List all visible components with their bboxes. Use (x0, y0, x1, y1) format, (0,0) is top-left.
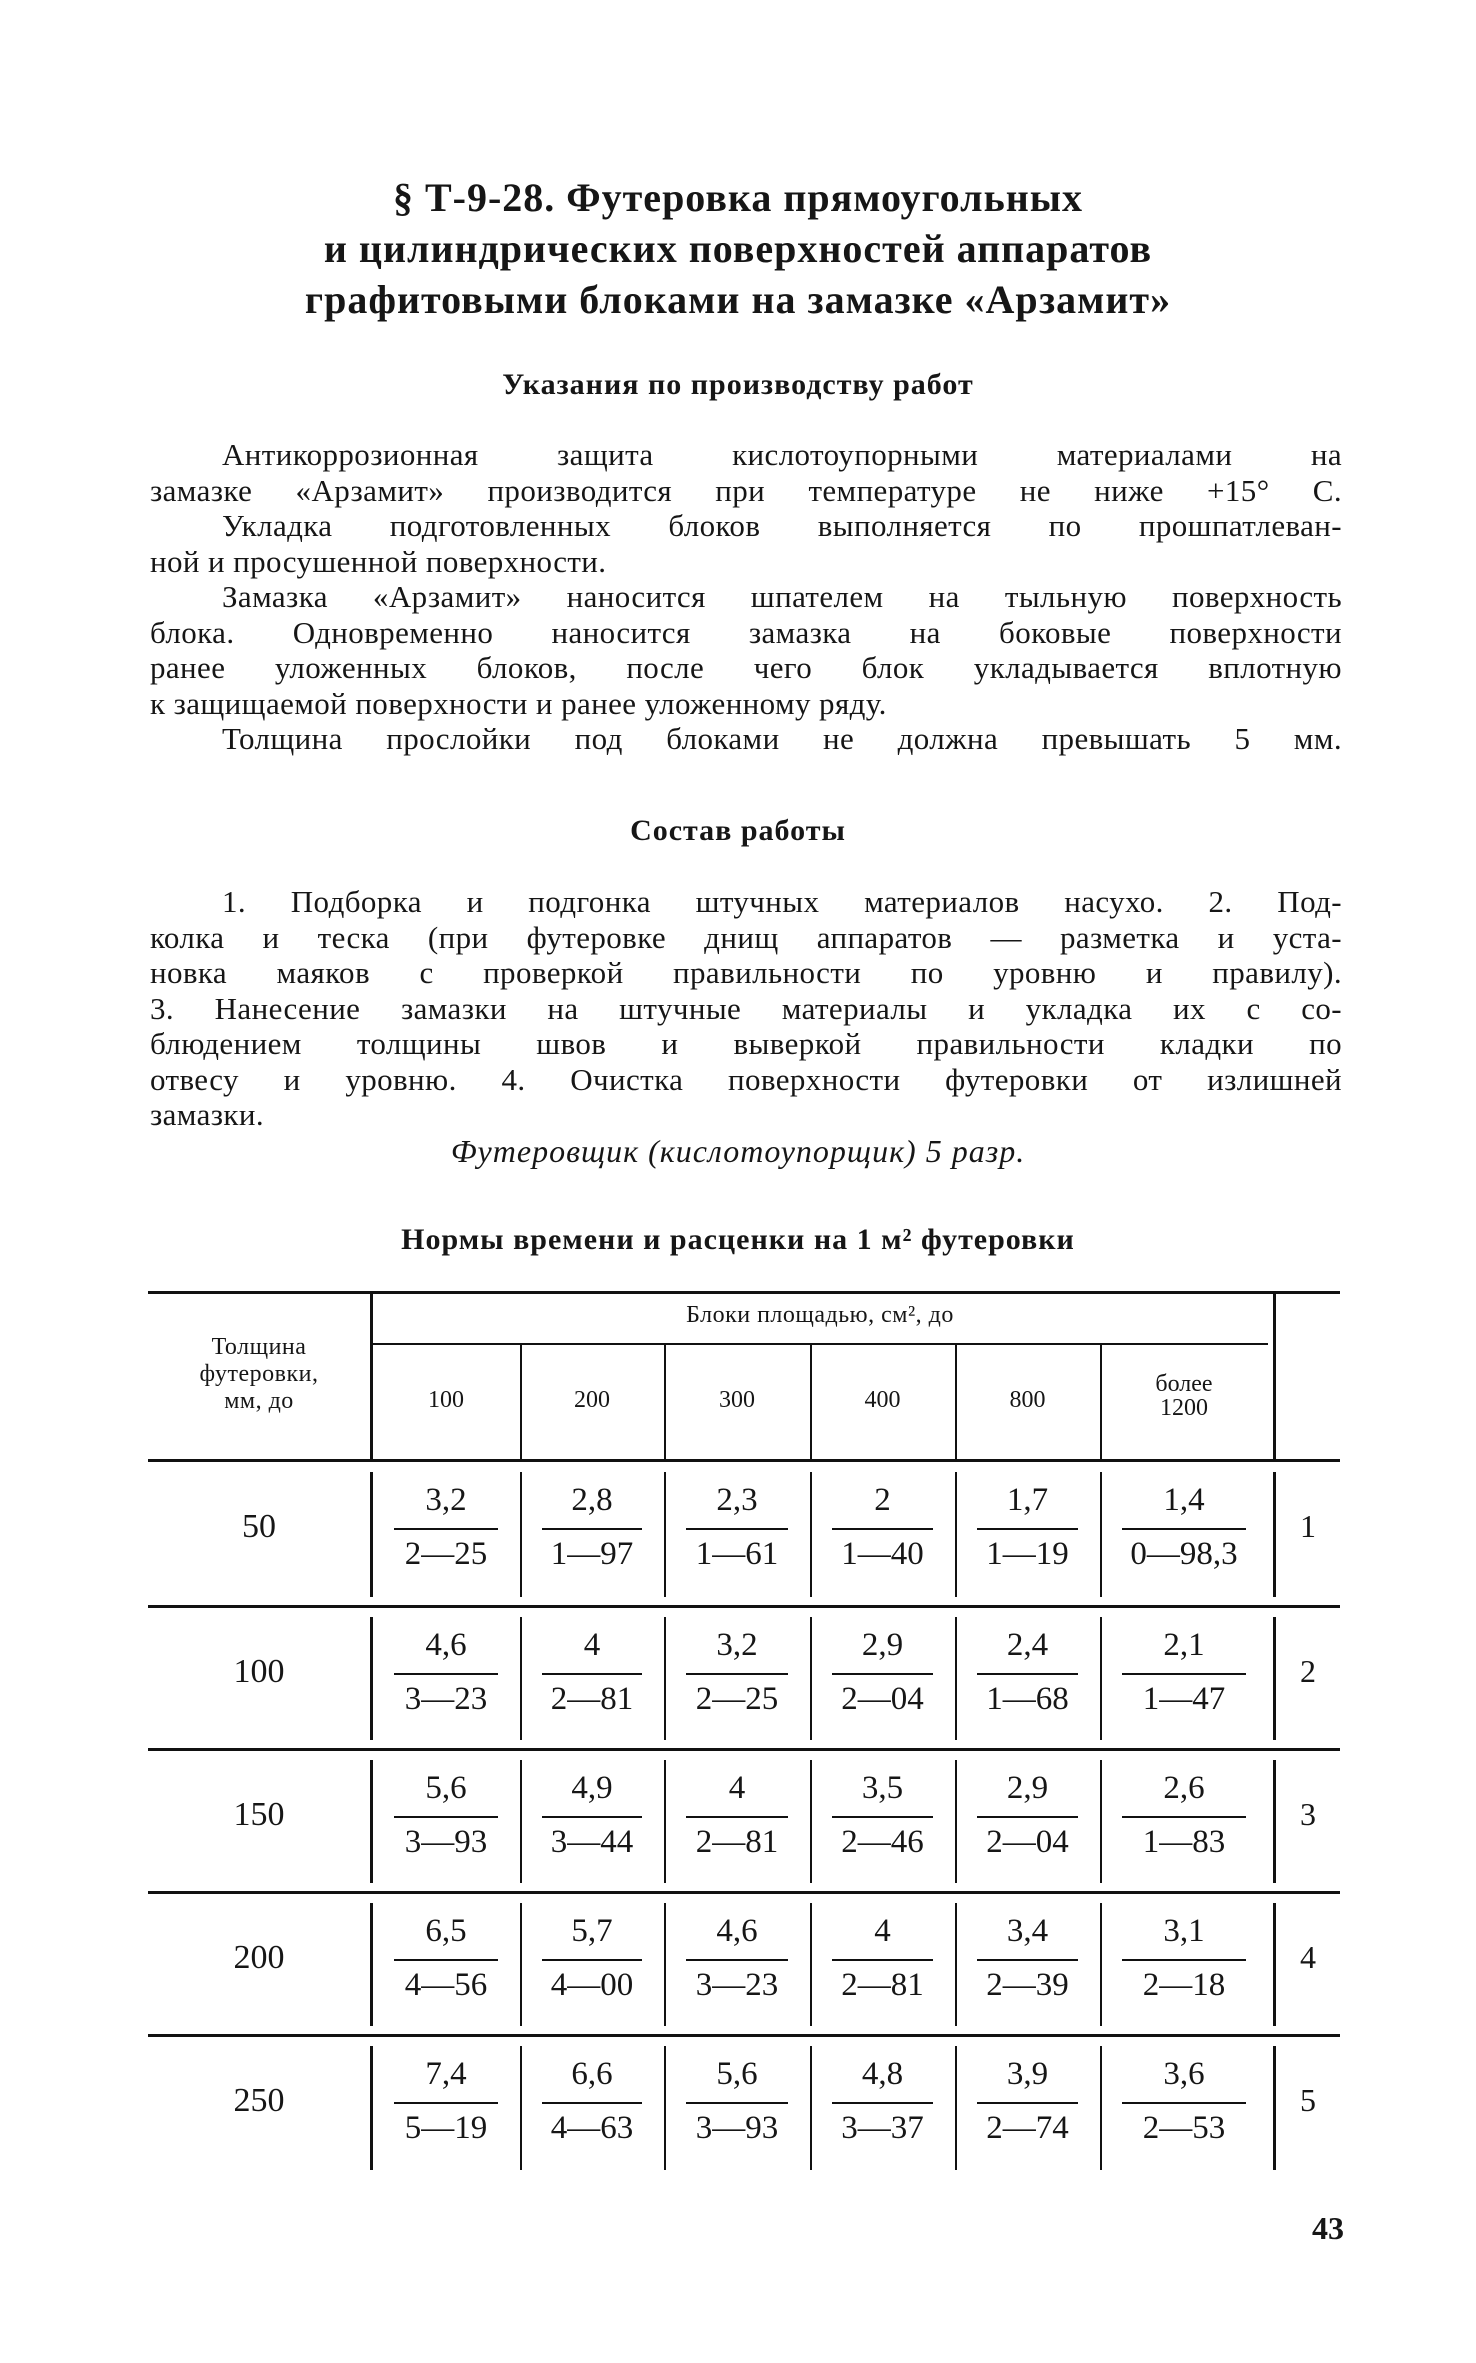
norm-time: 3,2 (425, 1482, 467, 1518)
norm-time: 1,7 (1006, 1482, 1049, 1518)
fraction-line (977, 2102, 1078, 2104)
fraction-line (977, 1528, 1078, 1530)
norm-time: 7,4 (425, 2056, 467, 2092)
fraction-line (394, 2102, 498, 2104)
norm-time: 2,1 (1163, 1627, 1205, 1663)
table-vertical-rule (1273, 1294, 1276, 1459)
row-number: 5 (1300, 2082, 1316, 2118)
thickness-header-line: мм, до (224, 1388, 294, 1414)
fraction-line (1122, 1528, 1246, 1530)
rate: 2—81 (550, 1681, 634, 1717)
rate: 2—46 (841, 1824, 924, 1860)
row-separator (148, 1748, 1340, 1751)
rate: 3—44 (550, 1824, 634, 1860)
rate: 1—68 (986, 1681, 1069, 1717)
fraction-line (832, 1816, 933, 1818)
norm-time: 2,4 (1006, 1627, 1049, 1663)
text-line: 3. Нанесение замазки на штучные материалы и укладка их с со- (150, 990, 1342, 1026)
fraction-line (686, 1528, 788, 1530)
rate: 1—83 (1142, 1824, 1226, 1860)
norm-time: 5,6 (716, 2056, 758, 2092)
text-line: ранее уложенных блоков, после чего блок укладывается вплотную (150, 650, 1342, 685)
table-top-rule (148, 1291, 1340, 1294)
header-bottom-rule (148, 1459, 1340, 1462)
norm-time: 3,4 (1006, 1913, 1049, 1949)
rate: 3—23 (695, 1967, 779, 2003)
title-line: графитовыми блоками на замазке «Арзамит» (304, 277, 1172, 322)
rate: 3—93 (404, 1824, 488, 1860)
norm-time: 2,9 (861, 1627, 904, 1663)
rate: 1—61 (695, 1536, 779, 1572)
norm-time: 3,6 (1163, 2056, 1205, 2092)
norm-time: 2,6 (1163, 1770, 1205, 1806)
fraction-line (394, 1816, 498, 1818)
norm-time: 1,4 (1163, 1482, 1205, 1518)
rate: 2—04 (986, 1824, 1069, 1860)
text-line: Замазка «Арзамит» наносится шпателем на тыльную поверхность (222, 579, 1342, 614)
column-header-line: 1200 (1160, 1395, 1208, 1421)
norm-time: 4,6 (716, 1913, 758, 1949)
rate: 2—18 (1142, 1967, 1226, 2003)
fraction-line (686, 1816, 788, 1818)
rate: 3—23 (404, 1681, 488, 1717)
text-line: новка маяков с проверкой правильности по уровню и правилу). (150, 955, 1342, 990)
thickness-header-line: футеровки, (199, 1361, 319, 1387)
text-line: блока. Одновременно наносится замазка на боковые поверхности (150, 614, 1342, 650)
rate: 1—19 (986, 1536, 1069, 1572)
norm-time: 4 (583, 1627, 601, 1663)
section-title (150, 172, 1326, 325)
header-sub-rule (372, 1343, 1268, 1345)
title-line: § Т-9-28. Футеровка прямоугольных (392, 175, 1083, 220)
fraction-line (686, 1673, 788, 1675)
fraction-line (1122, 1673, 1246, 1675)
text-line: Толщина прослойки под блоками не должна превышать 5 мм. (222, 721, 1342, 756)
worker-category: Футеровщик (кислотоупорщик) 5 разр. (450, 1133, 1026, 1169)
text-line: ной и просушенной поверхности. (150, 543, 607, 579)
column-header: 800 (1009, 1387, 1046, 1413)
thickness-header-line: Толщина (211, 1334, 307, 1360)
rate: 4—56 (404, 1967, 488, 2003)
page-number: 43 (1312, 2210, 1344, 2246)
composition-text (150, 884, 1342, 1133)
title-line: и цилиндрических поверхностей аппаратов (323, 226, 1153, 271)
rate: 2—25 (695, 1681, 779, 1717)
column-header: 200 (574, 1387, 610, 1413)
column-header: 400 (864, 1387, 901, 1413)
norm-time: 3,2 (716, 1627, 758, 1663)
norm-time: 5,6 (425, 1770, 467, 1806)
row-number: 4 (1300, 1939, 1316, 1975)
fraction-line (832, 1528, 933, 1530)
fraction-line (977, 1816, 1078, 1818)
composition-heading: Состав работы (630, 814, 846, 847)
table-title: Нормы времени и расценки на 1 м² футеровки (401, 1223, 1075, 1256)
fraction-line (394, 1959, 498, 1961)
fraction-line (686, 2102, 788, 2104)
thickness-header (148, 1334, 370, 1415)
rate: 1—97 (550, 1536, 634, 1572)
text-line: к защищаемой поверхности и ранее уложенному ряду. (150, 685, 887, 721)
fraction-line (1122, 1959, 1246, 1961)
fraction-line (1122, 1816, 1246, 1818)
rate: 2—81 (841, 1967, 924, 2003)
norm-time: 4,9 (571, 1770, 613, 1806)
norm-time: 6,5 (425, 1913, 467, 1949)
table-vertical-rule (370, 1294, 373, 1459)
norm-time: 4,6 (425, 1627, 467, 1663)
row-thickness: 150 (233, 1796, 285, 1833)
column-header (1100, 1372, 1268, 1420)
text-line: Антикоррозионная защита кислотоупорными материалами на (222, 437, 1342, 472)
fraction-line (542, 1959, 642, 1961)
rate: 3—37 (841, 2110, 924, 2146)
fraction-line (977, 1959, 1078, 1961)
row-thickness: 100 (233, 1653, 285, 1690)
rate: 2—25 (404, 1536, 488, 1572)
fraction-line (542, 2102, 642, 2104)
fraction-line (977, 1673, 1078, 1675)
column-header: 300 (719, 1387, 755, 1413)
norm-time: 2,8 (571, 1482, 613, 1518)
fraction-line (832, 1959, 933, 1961)
norm-time: 4,8 (861, 2056, 904, 2092)
blocks-header: Блоки площадью, см², до (686, 1302, 954, 1328)
fraction-line (832, 1673, 933, 1675)
row-thickness: 250 (233, 2082, 285, 2119)
norm-time: 4 (728, 1770, 746, 1806)
fraction-line (394, 1528, 498, 1530)
norm-time: 3,9 (1006, 2056, 1049, 2092)
norm-time: 4 (874, 1913, 891, 1949)
row-separator (148, 2034, 1340, 2037)
text-line: отвесу и уровню. 4. Очистка поверхности футеровки от излишней (150, 1061, 1342, 1097)
fraction-line (542, 1816, 642, 1818)
rate: 2—53 (1142, 2110, 1226, 2146)
row-separator (148, 1891, 1340, 1894)
norm-time: 3,5 (861, 1770, 904, 1806)
rate: 3—93 (695, 2110, 779, 2146)
rate: 1—47 (1142, 1681, 1226, 1717)
row-number: 3 (1300, 1796, 1316, 1832)
instructions-text (150, 437, 1342, 757)
rate: 2—81 (695, 1824, 779, 1860)
row-separator (148, 1605, 1340, 1608)
rate: 5—19 (404, 2110, 488, 2146)
norm-time: 2,3 (716, 1482, 758, 1518)
column-header: 100 (428, 1387, 464, 1413)
text-line: блюдением толщины швов и выверкой правильности кладки по (150, 1026, 1342, 1061)
row-number: 1 (1300, 1508, 1316, 1544)
norm-time: 6,6 (571, 2056, 613, 2092)
rate: 2—39 (986, 1967, 1069, 2003)
rate: 2—04 (841, 1681, 924, 1717)
text-line: 1. Подборка и подгонка штучных материалов насухо. 2. Под- (222, 884, 1342, 919)
text-line: замазки. (150, 1097, 265, 1132)
text-line: замазке «Арзамит» производится при температуре не ниже +15° С. (150, 472, 1342, 508)
text-line: Укладка подготовленных блоков выполняется по прошпатлеван- (222, 508, 1342, 543)
rate: 4—00 (550, 1967, 634, 2003)
rate: 2—74 (986, 2110, 1069, 2146)
norm-time: 5,7 (571, 1913, 613, 1949)
text-line: колка и теска (при футеровке днищ аппаратов — разметка и уста- (150, 919, 1342, 955)
fraction-line (832, 2102, 933, 2104)
rate: 0—98,3 (1130, 1536, 1238, 1572)
fraction-line (394, 1673, 498, 1675)
rate: 4—63 (550, 2110, 634, 2146)
fraction-line (1122, 2102, 1246, 2104)
column-header-line: более (1155, 1371, 1213, 1397)
fraction-line (542, 1528, 642, 1530)
fraction-line (542, 1673, 642, 1675)
rate: 1—40 (841, 1536, 924, 1572)
instructions-heading: Указания по производству работ (502, 368, 974, 401)
norm-time: 2 (874, 1482, 891, 1518)
norm-time: 3,1 (1163, 1913, 1205, 1949)
row-thickness: 50 (242, 1508, 276, 1545)
row-number: 2 (1300, 1653, 1316, 1689)
fraction-line (686, 1959, 788, 1961)
row-thickness: 200 (233, 1939, 285, 1976)
norm-time: 2,9 (1006, 1770, 1049, 1806)
